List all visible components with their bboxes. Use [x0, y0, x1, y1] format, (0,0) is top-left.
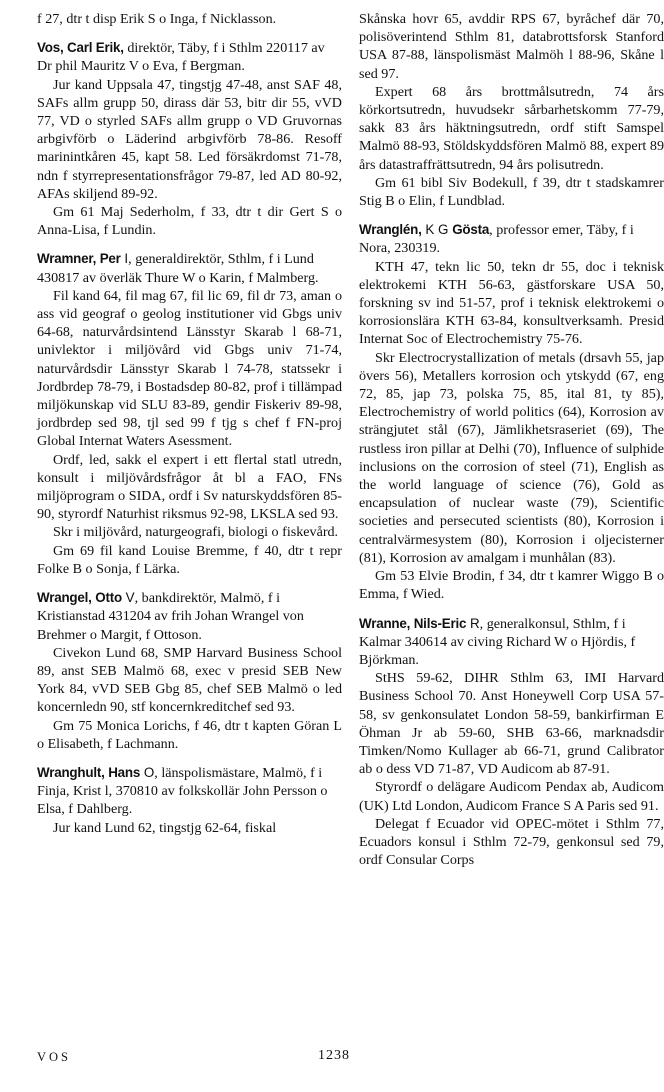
entry-name: Wranglén,	[359, 222, 422, 238]
entry-family: Gm 75 Monica Lorichs, f 46, dtr t kapten Göran L o Elisabeth, f Lachmann.	[37, 717, 342, 752]
entry-name: Wranghult, Hans	[37, 764, 141, 780]
entry-intro: , länspolismästare, Malmö, f i Finja, Krist l, 370810 av folkskollär John Persson o Elsa, f Dahlberg.	[37, 764, 328, 818]
entry-wrangel	[37, 589, 342, 753]
entry-career: StHS 59-62, DIHR Sthlm 63, IMI Harvard Business School 70. Anst Honeywell Corp USA 57-58, sv genkonsulatet London 58-59, bankirfirman E Öhman Jr ab 59-60, SHB 63-66, marknadsdir Timken/Nomo Kullager ab 66-71, grund Calibrator ab o dess VD 71-87, VD Audicom ab 87-91.	[359, 670, 664, 778]
entry-intro: , generaldirektör, Sthlm, f i Lund 430817 av överläk Thure W o Karin, f Malmberg.	[37, 251, 319, 286]
entry-wranne	[359, 615, 664, 870]
page-number: 1238	[318, 1048, 350, 1063]
entry-career: Fil kand 64, fil mag 67, fil lic 69, fil dr 73, aman o ass vid geograf o geolog institutioner vid Gbgs univ 64-68, naturvårdsintend Länsstyr Skarab l 68-71, univlektor i miljövård vid Gbgs univ 71-74, naturvårdsdir Länsstyr Skarab l 74-78, statssekr i Jordbrdep 78-79, i Bostadsdep 80-82, prof i tillämpad miljökunskap vid SLU 83-89, gendir Fiskeriv 89-98, jordbrdep sed 98, tjl sed 99 f tjg s chef f FN-proj Global Internat Waters Asessment.	[37, 287, 342, 450]
entry-wranghult-continued	[359, 10, 664, 210]
entry-name: Wramner, Per	[37, 251, 121, 267]
entry-heading	[37, 764, 342, 819]
entry-continuation	[37, 10, 342, 28]
right-column	[359, 10, 664, 880]
entry-writings: Skr Electrocrystallization of metals (drsavh 55, jap övers 56), Metallers korrosion och ytskydd (67, eng 72, 85, jap 73, polska 75, 85, ital 81, ty 85), Electrochemistry of world politics (64), Korrosion av strängjutet stål (67), Jämlikhetsraseriet (69), The rustless iron pillar at Delhi (70), Influence of sulphide inclusions on the corrosion of steel (71), English as the world language of science (76), Gold as encapsulation of nuclear waste (79), Scientific societies and persecuted scientists (80), Korrosion i centralvärmesystem (80), Korrosion i oljecisterner (81), Korrosion av amalgam i munhålan (83).	[359, 349, 664, 566]
continuation-career: Skånska hovr 65, avddir RPS 67, byråchef där 70, polisöverintend Sthlm 81, databrottsforsk Stanford USA 87-88, länspolismäst Malmöh l 88-96, Skåne l sed 97.	[359, 11, 664, 82]
entry-name: Wranne, Nils-Eric	[359, 615, 467, 631]
entry-intro: direktör, Täby, f i Sthlm 220117 av Dr phil Mauritz V o Eva, f Bergman.	[37, 40, 325, 75]
entry-wramner	[37, 250, 342, 578]
entry-heading	[37, 250, 342, 286]
entry-given-names: K G	[421, 222, 453, 238]
entry-given-bold: Gösta	[452, 222, 490, 238]
entry-tasks: Ordf, led, sakk el expert i ett flertal statl utredn, konsult i miljövårdsfrågor åt bl a FAO, FNs miljöprogram o SIDA, ordf i Sv naturskyddsfören 85-90, styrordf Naturhist riksmus 92-98, LKSLA sed 93.	[37, 451, 342, 523]
entry-family: Gm 61 Maj Sederholm, f 33, dtr t dir Gert S o Anna-Lisa, f Lundin.	[37, 204, 342, 239]
entry-career: Jur kand Uppsala 47, tingstjg 47-48, anst SAF 48, SAFs allm grupp 50, dirass där 53, bitr dir 55, vVD 77, VD o styrled SAFs allm grupp o VD Gruvornas arbgivförb o Läderind arbgivförb 78-86. Resoff marinintkåren 45, kapt 58. Led försäkrdomst 71-78, ndn f styrrepresentationsfrågor 79-87, led AD 80-92, AFAs skiljend 89-92.	[37, 76, 342, 202]
entry-career: KTH 47, tekn lic 50, tekn dr 55, doc i teknisk elektrokemi KTH 56-63, gästforskare USA 50, forskning sv ind 51-57, prof i teknisk elektrokemi o korrosionslära KTH 63-84, konsultverksamh. Presid Internat Soc of Electrochemistry 75-76.	[359, 258, 664, 348]
entry-vos	[37, 39, 342, 239]
entry-writings: Skr i miljövård, naturgeografi, biologi o fiskevård.	[53, 524, 339, 541]
entry-heading	[359, 615, 664, 670]
entry-family: Gm 53 Elvie Brodin, f 34, dtr t kamrer Wiggo B o Emma, f Wied.	[359, 568, 664, 603]
entry-intro: , bankdirektör, Malmö, f i Kristianstad 431204 av frih Johan Wrangel von Brehmer o Margit, f Ottoson.	[37, 590, 304, 643]
entry-boards: Styrordf o delägare Audicom Pendax ab, Audicom (UK) Ltd London, Audicom France S A Paris sed 91.	[359, 779, 664, 814]
entry-initials: O	[140, 764, 155, 780]
entry-career: Jur kand Lund 62, tingstjg 62-64, fiskal	[53, 819, 277, 836]
entry-heading	[37, 39, 342, 75]
entry-intro: , professor emer, Täby, f i Nora, 230319.	[359, 222, 634, 257]
entry-heading	[359, 221, 664, 257]
entry-initials: V	[121, 590, 135, 606]
entry-delegate: Delegat f Ecuador vid OPEC-mötet i Sthlm 77, Ecuadors konsul i Sthlm 72-79, genkonsul sed 79, ordf Consular Corps	[359, 815, 664, 869]
entry-career: Civekon Lund 68, SMP Harvard Business School 89, anst SEB Malmö 68, exec v presid SEB New York 84, vVD SEB Gbg 85, chef SEB Malmö o led koncernledn 90, stf koncernkreditchef sed 93.	[37, 644, 342, 716]
entry-name: Vos, Carl Erik,	[37, 40, 124, 56]
left-column	[37, 10, 342, 848]
entry-initials: R	[466, 615, 480, 631]
entry-wranghult	[37, 764, 342, 837]
entry-intro: , generalkonsul, Sthlm, f i Kalmar 340614 av civing Richard W o Hjördis, f Björkman.	[359, 615, 636, 668]
entry-name: Wrangel, Otto	[37, 590, 122, 606]
continuation-family: Gm 61 bibl Siv Bodekull, f 39, dtr t stadskamrer Stig B o Elin, f Lundblad.	[359, 174, 664, 210]
entry-initials: I	[120, 251, 129, 267]
entry-wranglen	[359, 221, 664, 603]
entry-heading	[37, 589, 342, 644]
continuation-expert: Expert 68 års brottmålsutredn, 74 års körkortsutredn, huvudsekr sårbarhetskomm 77-79, sakk 83 års häktningsutredn, ordf stift Samspel Malmö 88-93, Stöldskyddsfören Malmö 88, expert 89 års datastraffrättsutredn, 94 års polisutredn.	[359, 83, 664, 173]
running-footer-section: VOS	[37, 1050, 72, 1064]
entry-family: Gm 69 fil kand Louise Bremme, f 40, dtr t repr Folke B o Sonja, f Lärka.	[37, 542, 342, 577]
continuation-text: f 27, dtr t disp Erik S o Inga, f Nicklasson.	[37, 11, 277, 27]
